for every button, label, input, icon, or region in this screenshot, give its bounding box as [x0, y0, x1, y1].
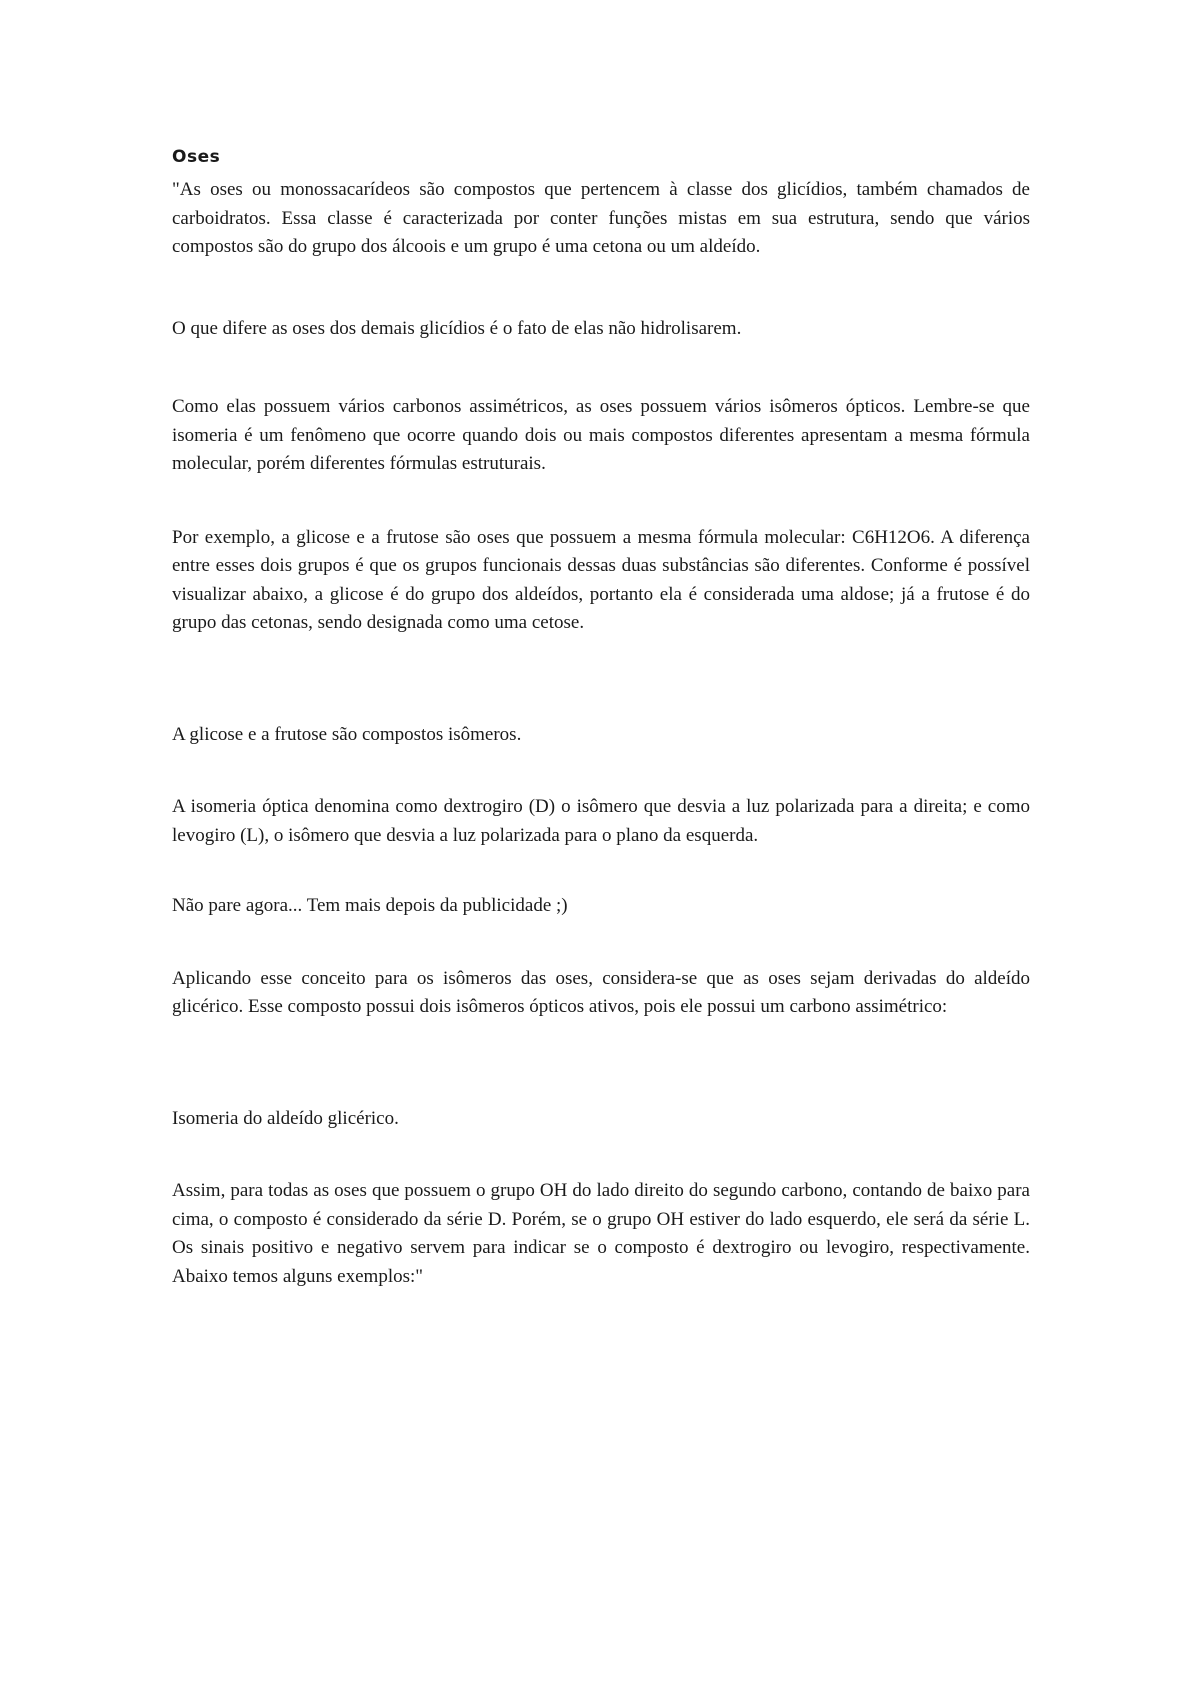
paragraph-caption-glucose-fructose: A glicose e a frutose são compostos isômeros. — [172, 723, 522, 745]
paragraph-glyceraldehyde: Aplicando esse conceito para os isômeros das oses, considera-se que as oses sejam derivadas do aldeído glicérico. Esse composto possui dois isômeros ópticos ativos, pois ele possui um carbono assimétrico: — [172, 967, 1030, 1017]
paragraph-isomers: Como elas possuem vários carbonos assimétricos, as oses possuem vários isômeros ópticos. Lembre-se que isomeria é um fenômeno que ocorre quando dois ou mais compostos diferentes apresentam a mesma fórmula molecular, porém diferentes fórmulas estruturais. — [172, 396, 1030, 474]
paragraph-example: Por exemplo, a glicose e a frutose são oses que possuem a mesma fórmula molecular: C6H12O6. A diferença entre esses dois grupos é que os grupos funcionais dessas duas substâncias são diferentes. Conforme é possível visualizar abaixo, a glicose é do grupo dos aldeídos, portanto ela é considerada uma aldose; já a frutose é do grupo das cetonas, sendo designada como uma cetose. — [172, 526, 1030, 633]
paragraph-intro: "As oses ou monossacarídeos são compostos que pertencem à classe dos glicídios, também chamados de carboidratos. Essa classe é caracterizada por conter funções mistas em sua estrutura, sendo que vários compostos são do grupo dos álcoois e um grupo é uma cetona ou um aldeído. — [172, 179, 1030, 257]
document-title: Oses — [172, 147, 221, 167]
document-body — [172, 146, 1030, 1291]
paragraph-hydrolysis: O que difere as oses dos demais glicídios é o fato de elas não hidrolisarem. — [172, 317, 742, 339]
paragraph-ad-notice: Não pare agora... Tem mais depois da publicidade ;) — [172, 895, 568, 916]
paragraph-optical-isomerism: A isomeria óptica denomina como dextrogiro (D) o isômero que desvia a luz polarizada para a direita; e como levogiro (L), o isômero que desvia a luz polarizada para o plano da esquerda. — [172, 796, 1030, 846]
paragraph-caption-glyceraldehyde: Isomeria do aldeído glicérico. — [172, 1107, 399, 1129]
paragraph-series: Assim, para todas as oses que possuem o grupo OH do lado direito do segundo carbono, contando de baixo para cima, o composto é considerado da série D. Porém, se o grupo OH estiver do lado esquerdo, ele será da série L. Os sinais positivo e negativo servem para indicar se o composto é dextrogiro ou levogiro, respectivamente. Abaixo temos alguns exemplos:" — [172, 1180, 1030, 1287]
